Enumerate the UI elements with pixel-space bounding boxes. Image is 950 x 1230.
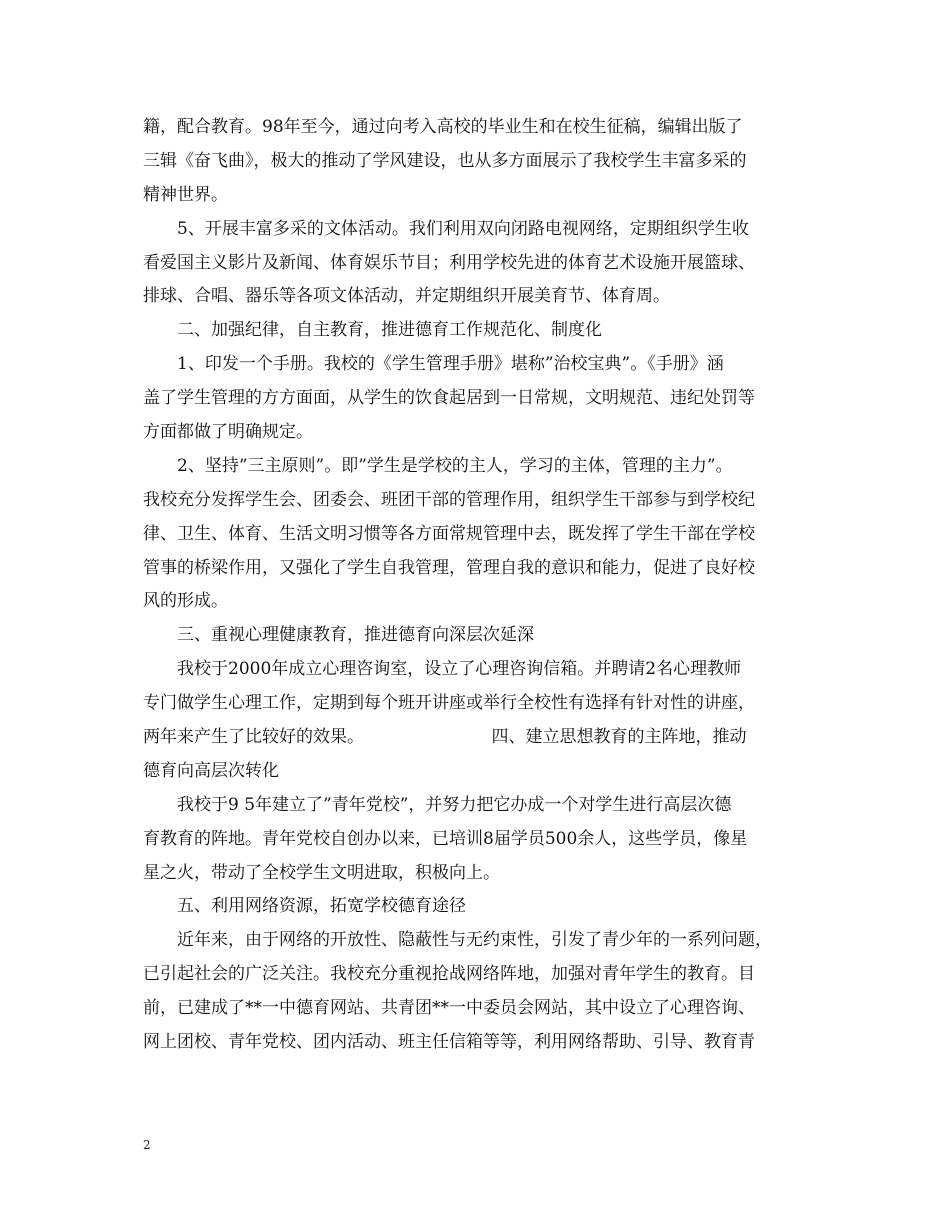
text-line: 2、坚持”三主原则”。即”学生是学校的主人，学习的主体，管理的主力”。: [143, 455, 733, 476]
text-line: 网上团校、青年党校、团内活动、班主任信箱等等，利用网络帮助、引导、教育青: [143, 1032, 755, 1053]
text-line: 我校于9 5年建立了”青年党校”，并努力把它办成一个对学生进行高层次德: [143, 794, 732, 815]
text-line: 育教育的阵地。青年党校自创办以来，已培训8届学员500余人，这些学员，像星: [143, 828, 748, 849]
section-heading: 二、加强纪律，自主教育，推进德育工作规范化、制度化: [143, 320, 602, 341]
text-line: 方面都做了明确规定。: [143, 422, 313, 443]
text-line: 管事的桥梁作用，又强化了学生自我管理，管理自我的意识和能力，促进了良好校: [143, 557, 755, 578]
text-line: 看爱国主义影片及新闻、体育娱乐节目；利用学校先进的体育艺术设施开展篮球、: [143, 252, 755, 273]
text-line: 三辑《奋飞曲》，极大的推动了学风建设，也从多方面展示了我校学生丰富多采的: [143, 150, 747, 171]
text-line: 排球、合唱、器乐等各项文体活动，并定期组织开展美育节、体育周。: [143, 286, 670, 307]
text-line: 近年来，由于网络的开放性、隐蔽性与无约束性，引发了青少年的一系列问题，: [143, 930, 772, 951]
text-line: 籍，配合教育。98年至今，通过向考入高校的毕业生和在校生征稿，编辑出版了: [143, 117, 743, 137]
text-line: 我校充分发挥学生会、团委会、班团干部的管理作用，组织学生干部参与到学校纪: [143, 489, 755, 510]
page-number: 2: [143, 1138, 151, 1152]
text-line: 律、卫生、体育、生活文明习惯等各方面常规管理中去，既发挥了学生干部在学校: [143, 523, 755, 544]
text-line: 风的形成。: [143, 591, 228, 612]
section-heading: 三、重视心理健康教育，推进德育向深层次延深: [143, 625, 534, 646]
text-line: 专门做学生心理工作，定期到每个班开讲座或举行全校性有选择有针对性的讲座，: [143, 693, 755, 714]
text-line: 1、印发一个手册。我校的《学生管理手册》堪称”治校宝典”。《手册》涵: [143, 354, 724, 375]
text-line: 星之火，带动了全校学生文明进取，积极向上。: [143, 862, 500, 883]
text-line: 已引起社会的广泛关注。我校充分重视抢战网络阵地，加强对青年学生的教育。目: [143, 964, 755, 985]
text-line: 德育向高层次转化: [143, 760, 279, 781]
text-line: 两年来产生了比较好的效果。 四、建立思想教育的主阵地，推动: [143, 727, 747, 748]
text-line: 我校于2000年成立心理咨询室，设立了心理咨询信箱。并聘请2名心理教师: [143, 659, 742, 680]
text-line: 前，已建成了**一中德育网站、共青团**一中委员会网站，其中设立了心理咨询、: [143, 998, 755, 1019]
text-line: 盖了学生管理的方方面面，从学生的饮食起居到一日常规，文明规范、违纪处罚等: [143, 388, 755, 409]
section-heading: 五、利用网络资源，拓宽学校德育途径: [143, 896, 466, 917]
document-body: [143, 111, 808, 1060]
text-line: 精神世界。: [143, 184, 228, 205]
text-line: 5、开展丰富多采的文体活动。我们利用双向闭路电视网络，定期组织学生收: [143, 218, 749, 239]
